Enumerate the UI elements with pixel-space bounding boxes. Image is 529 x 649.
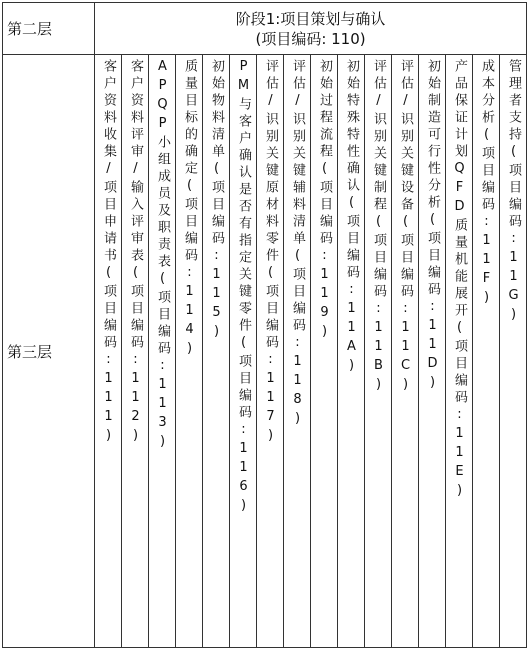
item-11d: 初始制造可行性分析(项目编码:11D)	[425, 59, 440, 394]
item-cell	[446, 55, 473, 648]
item-cell	[284, 55, 311, 648]
item-cell	[149, 55, 176, 648]
item-cell	[257, 55, 284, 648]
item-118: 评估/识别关键辅料清单(项目编码:118)	[290, 59, 305, 430]
item-119: 初始过程流程(项目编码:119)	[317, 59, 332, 343]
item-cell	[311, 55, 338, 648]
level2-row	[3, 3, 527, 55]
stage-header	[95, 3, 527, 55]
item-116: PM与客户确认是否有指定关键零件(项目编码:116)	[236, 59, 251, 517]
item-11g: 管理者支持(项目编码:11G)	[506, 59, 522, 326]
item-11c: 评估/识别关键设备(项目编码:11C)	[398, 59, 413, 396]
item-11a: 初始特殊特性确认(项目编码:11A)	[344, 59, 359, 377]
item-113: APQP小组成员及职责表(项目编码:113)	[155, 59, 170, 453]
item-117: 评估/识别关键原材料零件(项目编码:117)	[263, 59, 278, 447]
item-114: 质量目标的确定(项目编码:114)	[182, 59, 197, 360]
item-cell	[122, 55, 149, 648]
item-cell	[419, 55, 446, 648]
item-cell	[176, 55, 203, 648]
stage-title: 阶段1:项目策划与确认	[235, 9, 386, 28]
planning-table	[2, 2, 527, 648]
item-cell	[95, 55, 122, 648]
item-11e: 产品保证计划QFD质量机能展开(项目编码:11E)	[452, 59, 467, 502]
level2-label: 第二层	[3, 3, 95, 55]
item-111: 客户资料收集/项目申请书(项目编码:111)	[101, 59, 116, 447]
level3-label: 第三层	[3, 55, 95, 648]
item-11f: 成本分析(项目编码:11F)	[479, 59, 494, 309]
item-cell	[473, 55, 500, 648]
item-cell	[230, 55, 257, 648]
stage-code: (项目编码: 110)	[255, 29, 366, 48]
item-cell	[500, 55, 527, 648]
item-112: 客户资料评审/输入评审表(项目编码:112)	[128, 59, 143, 447]
item-115: 初始物料清单(项目编码:115)	[209, 59, 224, 343]
item-cell	[338, 55, 365, 648]
item-cell	[392, 55, 419, 648]
item-cell	[203, 55, 230, 648]
item-11b: 评估/识别关键制程(项目编码:11B)	[371, 59, 386, 396]
level3-row	[3, 55, 527, 648]
item-cell	[365, 55, 392, 648]
